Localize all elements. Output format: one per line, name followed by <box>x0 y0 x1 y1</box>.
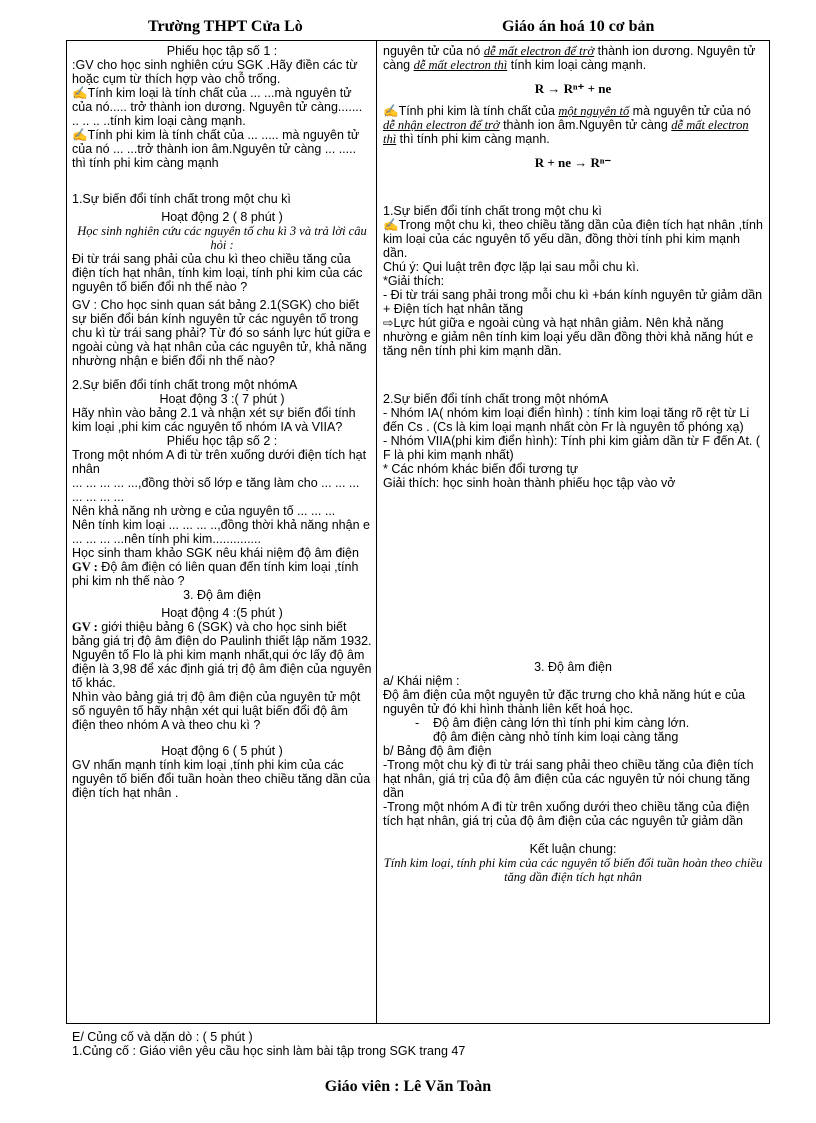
formula-reduction: R + ne → Rⁿ⁻ <box>534 155 612 170</box>
activity-2-question: Đi từ trái sang phải của chu kì theo chiều tăng của điện tích hạt nhân, tính kim loại, tính phi kim của các nguyên tố biến đổi nh thế nào ? <box>72 252 363 294</box>
section-3-bullet-2: độ âm điện càng nhỏ tính kim loại càng tăng <box>433 730 679 744</box>
section-1-line-2: Chú ý: Qui luật trên đợc lặp lại sau mỗi chu kì. <box>383 260 640 274</box>
bullet-text: Độ âm điện càng lớn thì tính phi kim càng lớn. <box>433 716 690 730</box>
worksheet-2-line-4: Nên tính kim loại ... ... ... ..,đồng thời khả năng nhận e ... ... ... ...nên tính phi kim.............. <box>72 518 370 546</box>
underlined-term: dễ mất electron thì <box>383 118 749 146</box>
text: nguyên tử của nó <box>383 44 484 58</box>
conclusion-title: Kết luận chung: <box>529 842 617 856</box>
text: thành ion âm.Nguyên tử càng <box>499 118 672 132</box>
text: thành ion dương. Nguyên tử càng <box>383 44 756 72</box>
underlined-term: dễ mất electron thì <box>413 58 508 72</box>
section-1-line-4: - Đi từ trái sang phải trong mỗi chu kì +bán kính nguyên tử giảm dần <box>383 288 763 302</box>
activity-4-text <box>72 620 372 690</box>
section-1-line-3: *Giải thích: <box>383 274 445 288</box>
student-content-column <box>383 44 763 1020</box>
gv-label: GV : <box>72 560 98 574</box>
nonmetal-definition <box>383 104 763 146</box>
text: mà nguyên tử của nó <box>629 104 751 118</box>
section-2-line-3: * Các nhóm khác biến đổi tương tự <box>383 462 579 476</box>
teacher-activity-column <box>72 44 372 1020</box>
section-3-bullet-1: - Độ âm điện càng lớn thì tính phi kim càng lớn. <box>415 716 690 730</box>
section-3-title: 3. Độ âm điện <box>183 588 261 602</box>
gv-question-text: Độ âm điện có liên quan đến tính kim loại ,tính phi kim nh thế nào ? <box>72 560 359 588</box>
footer-line-1: E/ Củng cố và dặn dò : ( 5 phút ) <box>72 1030 253 1044</box>
activity-2-title: Hoạt động 2 ( 8 phút ) <box>161 210 283 224</box>
activity-6-title: Hoạt động 6 ( 5 phút ) <box>161 744 283 758</box>
section-3-definition: Độ âm điện của một nguyên tử đặc trưng cho khả năng hút e của nguyên tử đó khi hình thành liên kết hoá học. <box>383 688 746 716</box>
section-1-line-1: ✍Trong một chu kì, theo chiều tăng dần của điện tích hạt nhân ,tính kim loại của các nguyên tố yếu dần, đồng thời tính phi kim mạnh dần. <box>383 218 763 260</box>
text: tính kim loại càng mạnh. <box>507 58 647 72</box>
worksheet-1-intro: :GV cho học sinh nghiên cứu SGK .Hãy điền các từ hoặc cụm từ thích hợp vào chỗ trống. <box>72 58 358 86</box>
worksheet-1-q1: ✍Tính kim loại là tính chất của ... ...mà nguyên tử của nó..... trở thành ion dương. Nguyên tử càng....... <box>72 86 363 114</box>
underlined-term: dễ nhận electron để trở <box>383 118 500 132</box>
activity-4-title: Hoạt động 4 :(5 phút ) <box>161 606 283 620</box>
section-3-title: 3. Độ âm điện <box>534 660 612 674</box>
section-1-title: 1.Sự biến đổi tính chất trong một chu kì <box>383 204 602 218</box>
text: thì tính phi kim càng mạnh. <box>396 132 550 146</box>
column-divider <box>376 40 377 1024</box>
worksheet-2-line-1: Trong một nhóm A đi từ trên xuống dưới điện tích hạt nhân <box>72 448 367 476</box>
formula-oxidation: R → Rⁿ⁺ + ne <box>534 81 612 96</box>
worksheet-1-q2: ✍Tính phi kim là tính chất của ... ..... mà nguyên tử của nó ... ...trở thành ion âm.Nguyên tử càng ... ..... thì tính phi kim càng mạnh <box>72 128 360 170</box>
text: ✍Tính phi kim là tính chất của <box>383 104 559 118</box>
activity-4-body: giới thiệu bảng 6 (SGK) và cho học sinh biết bảng giá trị độ âm điện do Paulinh thiết lập năm 1932. Nguyên tố Flo là phi kim mạnh nhất,qui ớc lấy độ âm điện là 3,98 để xác định giá trị độ âm điện của nguyên tố khác. <box>72 620 372 690</box>
school-name: Trường THPT Cửa Lò <box>148 18 303 35</box>
section-3-line-2: -Trong một nhóm A đi từ trên xuống dưới theo chiều tăng của điện tích hạt nhân, giá trị của độ âm điện của các nguyên tử giảm dần <box>383 800 750 828</box>
section-2-line-4: Giải thích: học sinh hoàn thành phiếu học tập vào vở <box>383 476 676 490</box>
activity-6-text: GV nhấn mạnh tính kim loại ,tính phi kim của các nguyên tố biến đổi tuần hoàn theo chiều tăng dần của điện tích hạt nhân . <box>72 758 371 800</box>
document-title: Giáo án hoá 10 cơ bản <box>502 18 655 35</box>
metal-definition <box>383 44 763 72</box>
activity-3-question: Hãy nhìn vào bảng 2.1 và nhận xét sự biến đổi tính kim loại ,phi kim các nguyên tố nhóm IA và VIIA? <box>72 406 356 434</box>
activity-3-title: Hoạt động 3 :( 7 phút ) <box>159 392 285 406</box>
worksheet-2-line-2: ... ... ... ... ...,đồng thời số lớp e tăng làm cho ... ... ... ... ... ... ... <box>72 476 360 504</box>
teacher-name: Giáo viên : Lê Văn Toàn <box>324 1078 492 1095</box>
activity-4-question: Nhìn vào bảng giá trị độ âm điện của nguyên tử một số nguyên tố hãy nhận xét qui luật biến đổi độ âm điện theo nhóm A và theo chu kì ? <box>72 690 361 732</box>
activity-2-gv-note: GV : Cho học sinh quan sát bảng 2.1(SGK) cho biết sự biến đổi bán kính nguyên tử các nguyên tố trong chu kì từ trái sang phải? Từ đó so sánh lực hút giữa e ngoài cùng và hạt nhân của các nguyên tử, khả năng nhường nhận e biến đổi nh thế nào? <box>72 298 371 368</box>
section-2-title: 2.Sự biến đổi tính chất trong một nhómA <box>383 392 609 406</box>
section-3-b: b/ Bảng độ âm điện <box>383 744 492 758</box>
section-1-line-6: ⇨Lực hút giữa e ngoài cùng và hạt nhân giảm. Nên khả năng nhường e giảm nên tính kim loại yếu dần đồng thời khả năng hút e tăng nên tính phi kim mạnh dần. <box>383 316 754 358</box>
section-2-title: 2.Sự biến đổi tính chất trong một nhómA <box>72 378 298 392</box>
section-1-title: 1.Sự biến đổi tính chất trong một chu kì <box>72 192 291 206</box>
gv-label: GV : <box>72 620 98 634</box>
section-2-line-2: - Nhóm VIIA(phi kim điển hình): Tính phi kim giảm dần từ F đến At. ( F là phi kim mạnh nhất) <box>383 434 761 462</box>
section-1-line-5: + Điện tích hạt nhân tăng <box>383 302 524 316</box>
conclusion-text: Tính kim loại, tính phi kim của các nguyên tố biến đổi tuần hoàn theo chiều tăng dần điện tích hạt nhân <box>383 856 763 884</box>
footer-line-2: 1.Củng cố : Giáo viên yêu cầu học sinh làm bài tập trong SGK trang 47 <box>72 1044 466 1058</box>
gv-question <box>72 560 372 588</box>
worksheet-1-title: Phiếu học tập số 1 : <box>166 44 278 58</box>
worksheet-2-line-5: Học sinh tham khảo SGK nêu khái niệm độ âm điện <box>72 546 359 560</box>
section-3-a: a/ Khái niệm : <box>383 674 460 688</box>
section-2-line-1: - Nhóm IA( nhóm kim loại điển hình) : tính kim loại tăng rõ rệt từ Li đến Cs . (Cs là kim loại mạnh nhất còn Fr là nguyên tố phóng xạ) <box>383 406 750 434</box>
worksheet-2-title: Phiếu học tập số 2 : <box>166 434 278 448</box>
section-3-line-1: -Trong một chu kỳ đi từ trái sang phải theo chiều tăng của điện tích hạt nhân, giá trị của độ âm điện của các nguyên tử nói chung tăng dần <box>383 758 754 800</box>
worksheet-1-q1-cont: .. .. .. ..tính kim loại càng mạnh. <box>72 114 246 128</box>
activity-2-task: Học sinh nghiên cứu các nguyên tố chu kì 3 và trả lời câu hỏi : <box>77 224 367 252</box>
underlined-term: dễ mất electron để trở <box>483 44 595 58</box>
underlined-term: một nguyên tố <box>558 104 630 118</box>
worksheet-2-line-3: Nên khả năng nh ường e của nguyên tố ... ... ... <box>72 504 336 518</box>
